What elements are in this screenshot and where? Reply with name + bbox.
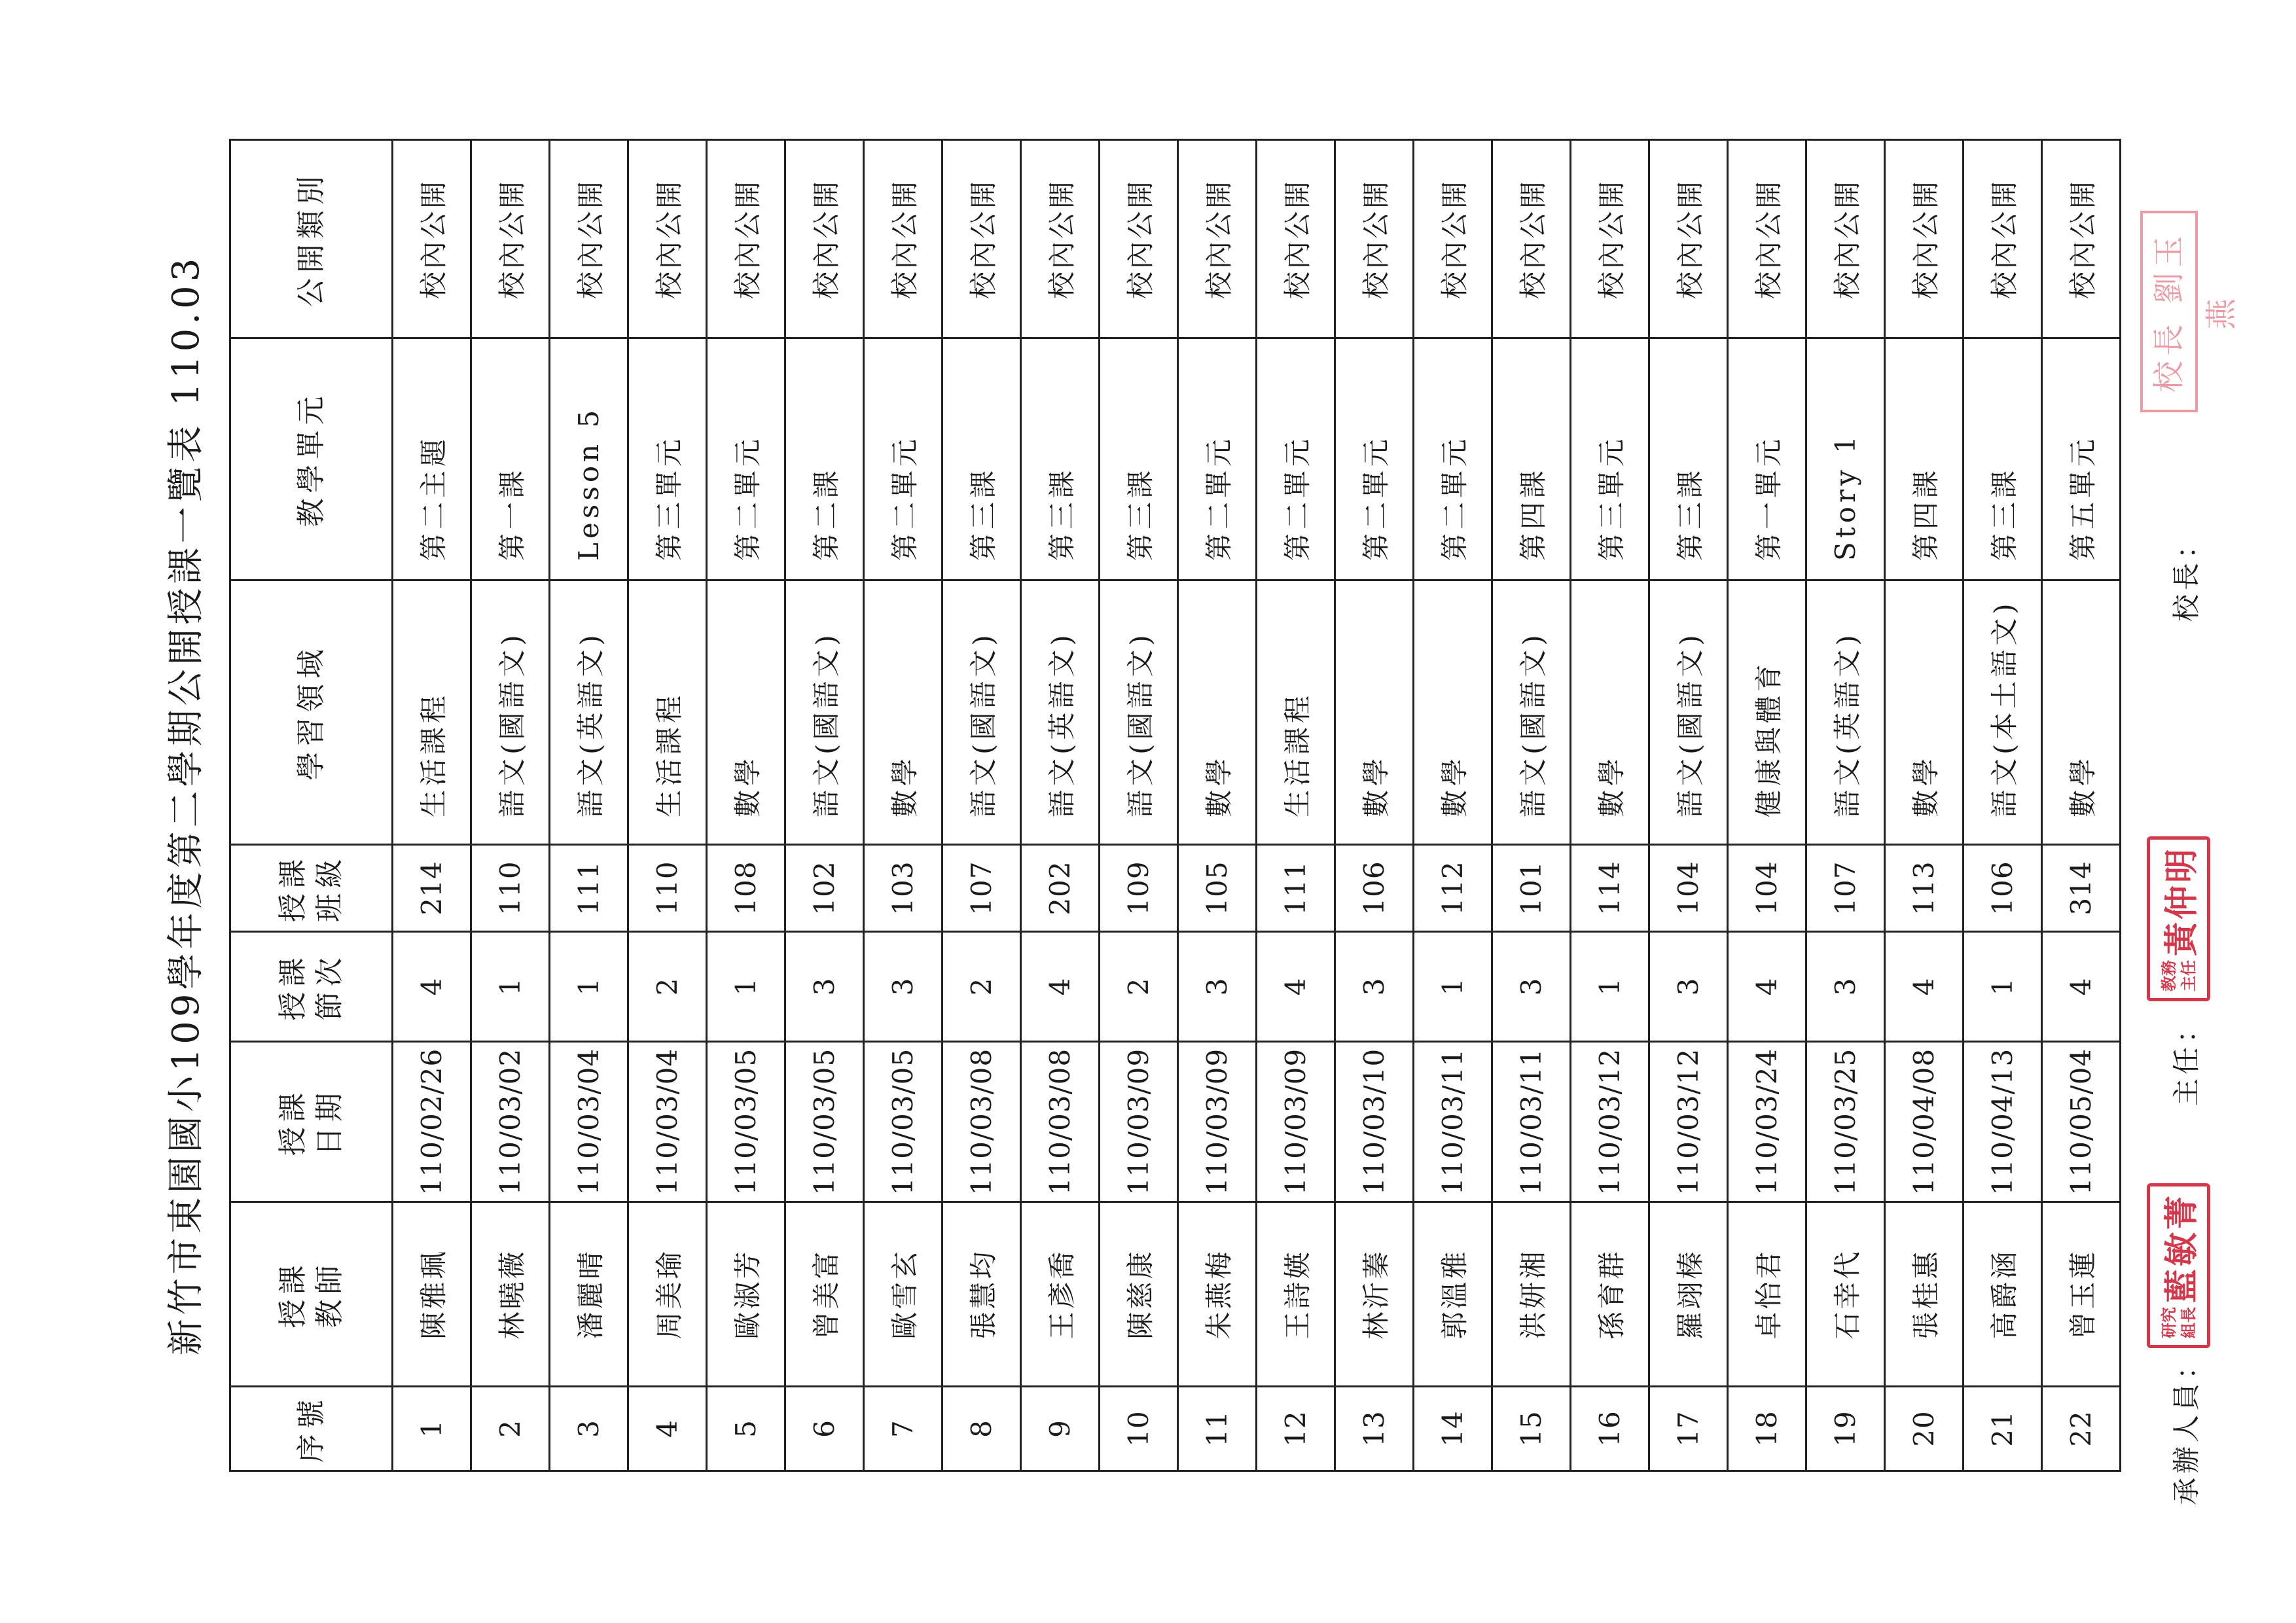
principal-seal: 校長 劉玉燕 <box>2140 211 2198 412</box>
cell-teacher: 洪妍湘 <box>1492 1202 1571 1387</box>
cell-class: 110 <box>471 845 550 932</box>
cell-domain: 語文(國語文) <box>471 580 550 845</box>
cell-class: 108 <box>707 845 785 932</box>
cell-period: 1 <box>550 932 628 1042</box>
cell-class: 114 <box>1571 845 1649 932</box>
cell-class: 110 <box>628 845 707 932</box>
cell-date: 110/03/09 <box>1257 1042 1335 1202</box>
cell-category: 校內公開 <box>628 140 707 338</box>
cell-date: 110/03/11 <box>1492 1042 1571 1202</box>
cell-domain: 語文(國語文) <box>785 580 864 845</box>
cell-unit: 第二單元 <box>1414 338 1492 580</box>
cell-category: 校內公開 <box>1100 140 1178 338</box>
cell-seq: 4 <box>628 1387 707 1471</box>
cell-seq: 6 <box>785 1387 864 1471</box>
cell-category: 校內公開 <box>864 140 942 338</box>
cell-date: 110/03/12 <box>1649 1042 1728 1202</box>
cell-seq: 19 <box>1806 1387 1885 1471</box>
cell-unit: 第五單元 <box>2042 338 2121 580</box>
cell-unit: 第二單元 <box>1178 338 1257 580</box>
table-row <box>1649 140 1728 1471</box>
cell-teacher: 王詩媖 <box>1257 1202 1335 1387</box>
cell-teacher: 陳雅珮 <box>393 1202 471 1387</box>
cell-teacher: 郭溫雅 <box>1414 1202 1492 1387</box>
cell-domain: 語文(英語文) <box>550 580 628 845</box>
cell-period: 1 <box>1964 932 2042 1042</box>
organizer-stamp-name: 藍敏菁 <box>2162 1192 2202 1303</box>
table-row <box>942 140 1021 1471</box>
header-class: 授課 班級 <box>230 845 393 932</box>
cell-period: 3 <box>1806 932 1885 1042</box>
table-row <box>393 140 471 1471</box>
cell-teacher: 林沂蓁 <box>1335 1202 1414 1387</box>
cell-class: 314 <box>2042 845 2121 932</box>
cell-period: 1 <box>471 932 550 1042</box>
cell-date: 110/03/11 <box>1414 1042 1492 1202</box>
cell-category: 校內公開 <box>550 140 628 338</box>
table-row <box>2042 140 2121 1471</box>
cell-period: 4 <box>1021 932 1100 1042</box>
cell-date: 110/03/12 <box>1571 1042 1649 1202</box>
cell-period: 1 <box>1414 932 1492 1042</box>
cell-class: 103 <box>864 845 942 932</box>
cell-class: 106 <box>1964 845 2042 932</box>
cell-date: 110/03/08 <box>942 1042 1021 1202</box>
cell-seq: 1 <box>393 1387 471 1471</box>
cell-category: 校內公開 <box>1649 140 1728 338</box>
cell-category: 校內公開 <box>1806 140 1885 338</box>
director-stamp-title: 教務 主任 <box>2159 960 2198 991</box>
cell-date: 110/05/04 <box>2042 1042 2121 1202</box>
table-row <box>1414 140 1492 1471</box>
cell-date: 110/03/05 <box>785 1042 864 1202</box>
cell-domain: 語文(英語文) <box>1021 580 1100 845</box>
cell-class: 105 <box>1178 845 1257 932</box>
cell-period: 3 <box>785 932 864 1042</box>
cell-seq: 12 <box>1257 1387 1335 1471</box>
table-row <box>1257 140 1335 1471</box>
cell-teacher: 曾美富 <box>785 1202 864 1387</box>
cell-teacher: 羅翊榛 <box>1649 1202 1728 1387</box>
cell-category: 校內公開 <box>1964 140 2042 338</box>
cell-date: 110/03/09 <box>1100 1042 1178 1202</box>
cell-unit: 第二單元 <box>1335 338 1414 580</box>
table-row <box>1492 140 1571 1471</box>
cell-teacher: 周美瑜 <box>628 1202 707 1387</box>
cell-unit: 第二單元 <box>1257 338 1335 580</box>
cell-unit: 第四課 <box>1885 338 1964 580</box>
table-row <box>471 140 550 1471</box>
cell-period: 2 <box>628 932 707 1042</box>
cell-teacher: 張桂惠 <box>1885 1202 1964 1387</box>
cell-domain: 數學 <box>1885 580 1964 845</box>
header-date: 授課 日期 <box>230 1042 393 1202</box>
cell-date: 110/02/26 <box>393 1042 471 1202</box>
cell-teacher: 潘麗晴 <box>550 1202 628 1387</box>
cell-domain: 生活課程 <box>393 580 471 845</box>
cell-class: 112 <box>1414 845 1492 932</box>
cell-date: 110/03/24 <box>1728 1042 1806 1202</box>
table-row <box>1964 140 2042 1471</box>
cell-domain: 語文(本土語文) <box>1964 580 2042 845</box>
cell-seq: 11 <box>1178 1387 1257 1471</box>
cell-teacher: 曾玉蓮 <box>2042 1202 2121 1387</box>
cell-category: 校內公開 <box>942 140 1021 338</box>
cell-unit: 第三單元 <box>628 338 707 580</box>
cell-period: 3 <box>1178 932 1257 1042</box>
cell-category: 校內公開 <box>707 140 785 338</box>
table-row <box>628 140 707 1471</box>
cell-teacher: 林曉薇 <box>471 1202 550 1387</box>
cell-seq: 18 <box>1728 1387 1806 1471</box>
cell-class: 111 <box>1257 845 1335 932</box>
cell-unit: Story 1 <box>1806 338 1885 580</box>
cell-seq: 2 <box>471 1387 550 1471</box>
cell-domain: 數學 <box>1414 580 1492 845</box>
header-category: 公開類別 <box>230 140 393 338</box>
cell-period: 3 <box>1492 932 1571 1042</box>
cell-class: 104 <box>1649 845 1728 932</box>
header-unit: 教學單元 <box>230 338 393 580</box>
organizer-stamp-title: 研究 組長 <box>2159 1307 2198 1338</box>
table-row <box>550 140 628 1471</box>
cell-unit: 第三單元 <box>1571 338 1649 580</box>
cell-seq: 20 <box>1885 1387 1964 1471</box>
cell-unit: 第一課 <box>471 338 550 580</box>
cell-period: 4 <box>2042 932 2121 1042</box>
cell-unit: 第二課 <box>785 338 864 580</box>
cell-teacher: 陳慈康 <box>1100 1202 1178 1387</box>
organizer-label: 承辦人員： <box>2170 1347 2202 1505</box>
cell-category: 校內公開 <box>1257 140 1335 338</box>
cell-period: 2 <box>1100 932 1178 1042</box>
cell-domain: 語文(國語文) <box>942 580 1021 845</box>
cell-domain: 語文(國語文) <box>1492 580 1571 845</box>
cell-teacher: 王彥喬 <box>1021 1202 1100 1387</box>
cell-domain: 數學 <box>1335 580 1414 845</box>
cell-period: 4 <box>1885 932 1964 1042</box>
cell-unit: 第二單元 <box>707 338 785 580</box>
cell-category: 校內公開 <box>1414 140 1492 338</box>
cell-date: 110/04/08 <box>1885 1042 1964 1202</box>
table-body <box>393 140 2121 1471</box>
cell-domain: 生活課程 <box>1257 580 1335 845</box>
cell-unit: 第三課 <box>1649 338 1728 580</box>
cell-date: 110/03/09 <box>1178 1042 1257 1202</box>
cell-seq: 10 <box>1100 1387 1178 1471</box>
director-stamp <box>2147 836 2210 1001</box>
director-label: 主任： <box>2170 1011 2202 1106</box>
cell-category: 校內公開 <box>1021 140 1100 338</box>
cell-category: 校內公開 <box>1178 140 1257 338</box>
cell-class: 107 <box>942 845 1021 932</box>
header-domain: 學習領域 <box>230 580 393 845</box>
cell-period: 4 <box>393 932 471 1042</box>
cell-teacher: 張慧均 <box>942 1202 1021 1387</box>
table-row <box>707 140 785 1471</box>
signature-row <box>2140 20 2240 1525</box>
cell-date: 110/03/04 <box>550 1042 628 1202</box>
director-stamp-name: 黃仲明 <box>2162 846 2202 956</box>
cell-seq: 3 <box>550 1387 628 1471</box>
cell-category: 校內公開 <box>1571 140 1649 338</box>
cell-class: 101 <box>1492 845 1571 932</box>
cell-class: 113 <box>1885 845 1964 932</box>
cell-teacher: 歐淑芳 <box>707 1202 785 1387</box>
cell-category: 校內公開 <box>1492 140 1571 338</box>
cell-class: 107 <box>1806 845 1885 932</box>
table-row <box>1021 140 1100 1471</box>
cell-seq: 8 <box>942 1387 1021 1471</box>
cell-class: 111 <box>550 845 628 932</box>
cell-class: 102 <box>785 845 864 932</box>
cell-domain: 數學 <box>2042 580 2121 845</box>
cell-seq: 5 <box>707 1387 785 1471</box>
cell-domain: 數學 <box>1571 580 1649 845</box>
cell-date: 110/03/05 <box>864 1042 942 1202</box>
cell-class: 106 <box>1335 845 1414 932</box>
cell-teacher: 高爵涵 <box>1964 1202 2042 1387</box>
cell-class: 104 <box>1728 845 1806 932</box>
cell-domain: 生活課程 <box>628 580 707 845</box>
cell-unit: 第四課 <box>1492 338 1571 580</box>
cell-class: 202 <box>1021 845 1100 932</box>
table-row <box>864 140 942 1471</box>
cell-category: 校內公開 <box>785 140 864 338</box>
table-row <box>1885 140 1964 1471</box>
cell-seq: 9 <box>1021 1387 1100 1471</box>
cell-date: 110/03/10 <box>1335 1042 1414 1202</box>
cell-period: 1 <box>707 932 785 1042</box>
organizer-stamp <box>2147 1183 2210 1348</box>
cell-unit: 第三課 <box>942 338 1021 580</box>
cell-period: 4 <box>1257 932 1335 1042</box>
cell-teacher: 朱燕梅 <box>1178 1202 1257 1387</box>
cell-class: 214 <box>393 845 471 932</box>
cell-period: 4 <box>1728 932 1806 1042</box>
table-row <box>1806 140 1885 1471</box>
cell-unit: 第三課 <box>1100 338 1178 580</box>
cell-seq: 7 <box>864 1387 942 1471</box>
header-period: 授課 節次 <box>230 932 393 1042</box>
cell-period: 3 <box>1335 932 1414 1042</box>
cell-domain: 健康與體育 <box>1728 580 1806 845</box>
cell-domain: 語文(英語文) <box>1806 580 1885 845</box>
cell-domain: 語文(國語文) <box>1649 580 1728 845</box>
document-title: 新竹市東園國小109學年度第二學期公開授課一覽表 110.03 <box>165 254 207 1356</box>
cell-seq: 21 <box>1964 1387 2042 1471</box>
cell-seq: 13 <box>1335 1387 1414 1471</box>
cell-unit: Lesson 5 <box>550 338 628 580</box>
cell-date: 110/03/04 <box>628 1042 707 1202</box>
cell-seq: 17 <box>1649 1387 1728 1471</box>
cell-unit: 第二單元 <box>864 338 942 580</box>
cell-category: 校內公開 <box>1335 140 1414 338</box>
cell-period: 3 <box>864 932 942 1042</box>
table-row <box>1335 140 1414 1471</box>
cell-date: 110/03/05 <box>707 1042 785 1202</box>
cell-period: 2 <box>942 932 1021 1042</box>
cell-unit: 第三課 <box>1021 338 1100 580</box>
table-row <box>1100 140 1178 1471</box>
cell-date: 110/04/13 <box>1964 1042 2042 1202</box>
cell-date: 110/03/25 <box>1806 1042 1885 1202</box>
cell-domain: 語文(國語文) <box>1100 580 1178 845</box>
cell-class: 109 <box>1100 845 1178 932</box>
cell-seq: 15 <box>1492 1387 1571 1471</box>
header-seq: 序號 <box>230 1387 393 1471</box>
cell-period: 1 <box>1571 932 1649 1042</box>
cell-period: 3 <box>1649 932 1728 1042</box>
cell-date: 110/03/08 <box>1021 1042 1100 1202</box>
open-lesson-table <box>229 139 2121 1472</box>
header-teacher: 授課 教師 <box>230 1202 393 1387</box>
cell-category: 校內公開 <box>471 140 550 338</box>
table-row <box>785 140 864 1471</box>
cell-category: 校內公開 <box>1885 140 1964 338</box>
cell-teacher: 孫育群 <box>1571 1202 1649 1387</box>
principal-label: 校長： <box>2170 527 2202 622</box>
cell-seq: 22 <box>2042 1387 2121 1471</box>
table-row <box>1728 140 1806 1471</box>
cell-date: 110/03/02 <box>471 1042 550 1202</box>
cell-teacher: 石幸代 <box>1806 1202 1885 1387</box>
cell-category: 校內公開 <box>393 140 471 338</box>
cell-domain: 數學 <box>707 580 785 845</box>
cell-unit: 第二主題 <box>393 338 471 580</box>
table-row <box>1571 140 1649 1471</box>
cell-seq: 16 <box>1571 1387 1649 1471</box>
table-header-row <box>230 140 393 1471</box>
table-row <box>1178 140 1257 1471</box>
cell-teacher: 歐雪玄 <box>864 1202 942 1387</box>
cell-domain: 數學 <box>1178 580 1257 845</box>
cell-category: 校內公開 <box>2042 140 2121 338</box>
cell-seq: 14 <box>1414 1387 1492 1471</box>
cell-domain: 數學 <box>864 580 942 845</box>
cell-unit: 第三課 <box>1964 338 2042 580</box>
cell-teacher: 卓怡君 <box>1728 1202 1806 1387</box>
cell-category: 校內公開 <box>1728 140 1806 338</box>
cell-unit: 第一單元 <box>1728 338 1806 580</box>
